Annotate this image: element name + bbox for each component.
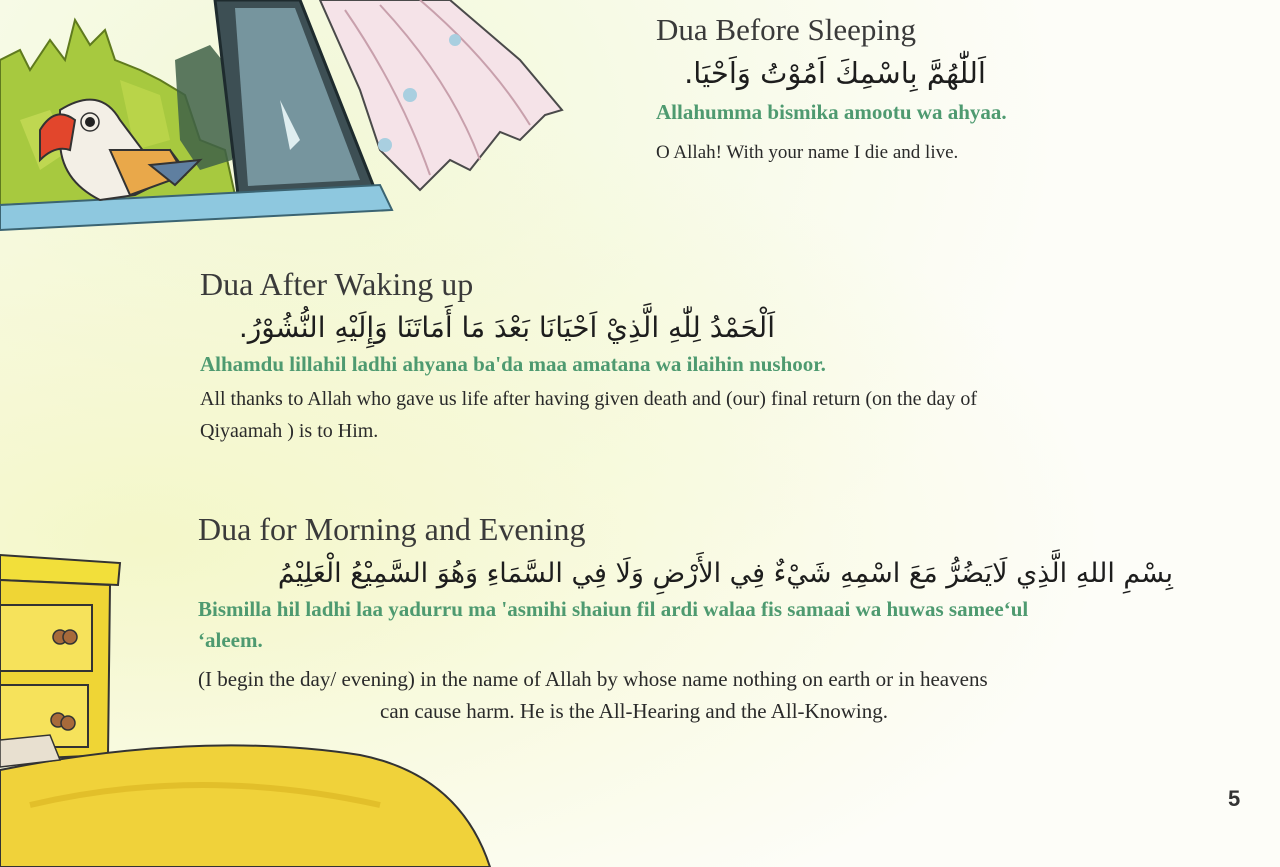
transliteration: Alhamdu lillahil ladhi ahyana ba'da maa amatana wa ilaihin nushoor.: [200, 352, 826, 376]
dua-title: Dua Before Sleeping: [656, 12, 916, 47]
arabic-text: اَللّٰهُمَّ بِاسْمِكَ اَمُوْتُ وَاَحْيَا.: [684, 56, 986, 90]
page-number: 5: [1228, 786, 1241, 811]
dua-title: Dua for Morning and Evening: [198, 511, 586, 547]
transliteration-line-2: ‘aleem.: [198, 628, 263, 652]
translation-line-2: Qiyaamah ) is to Him.: [200, 420, 379, 442]
drawer-illustration: [0, 555, 120, 760]
arabic-text: اَلْحَمْدُ لِلّٰهِ الَّذِيْ اَحْيَانَا بَعْدَ مَا أَمَاتَنَا وَإِلَيْهِ النُّشُوْرُ.: [238, 311, 775, 344]
translation-line-2: can cause harm. He is the All-Hearing and the All-Knowing.: [380, 699, 888, 723]
translation: O Allah! With your name I die and live.: [656, 142, 959, 163]
dua-before-sleeping: [656, 12, 1256, 169]
parrot-window-illustration: [0, 0, 580, 240]
transliteration-line-1: Bismilla hil ladhi laa yadurru ma 'asmihi shaiun fil ardi walaa fis samaai wa huwas samee‘ul: [198, 597, 1029, 621]
dua-after-waking-up: [200, 266, 1160, 447]
translation-line-1: (I begin the day/ evening) in the name of Allah by whose name nothing on earth or in heavens: [198, 667, 988, 691]
transliteration: Allahumma bismika amootu wa ahyaa.: [656, 100, 1007, 124]
dua-title: Dua After Waking up: [200, 266, 474, 302]
arabic-text: بِسْمِ اللهِ الَّذِي لَايَضُرُّ مَعَ اسْمِهِ شَيْءٌ فِي الأَرْضِ وَلَا فِي السَّمَاءِ وَهُوَ السَّمِيْعُ الْعَلِيْمُ: [277, 558, 1173, 589]
translation-line-1: All thanks to Allah who gave us life after having given death and (our) final return (on the day of: [200, 388, 977, 410]
dua-morning-evening: [198, 511, 1178, 727]
